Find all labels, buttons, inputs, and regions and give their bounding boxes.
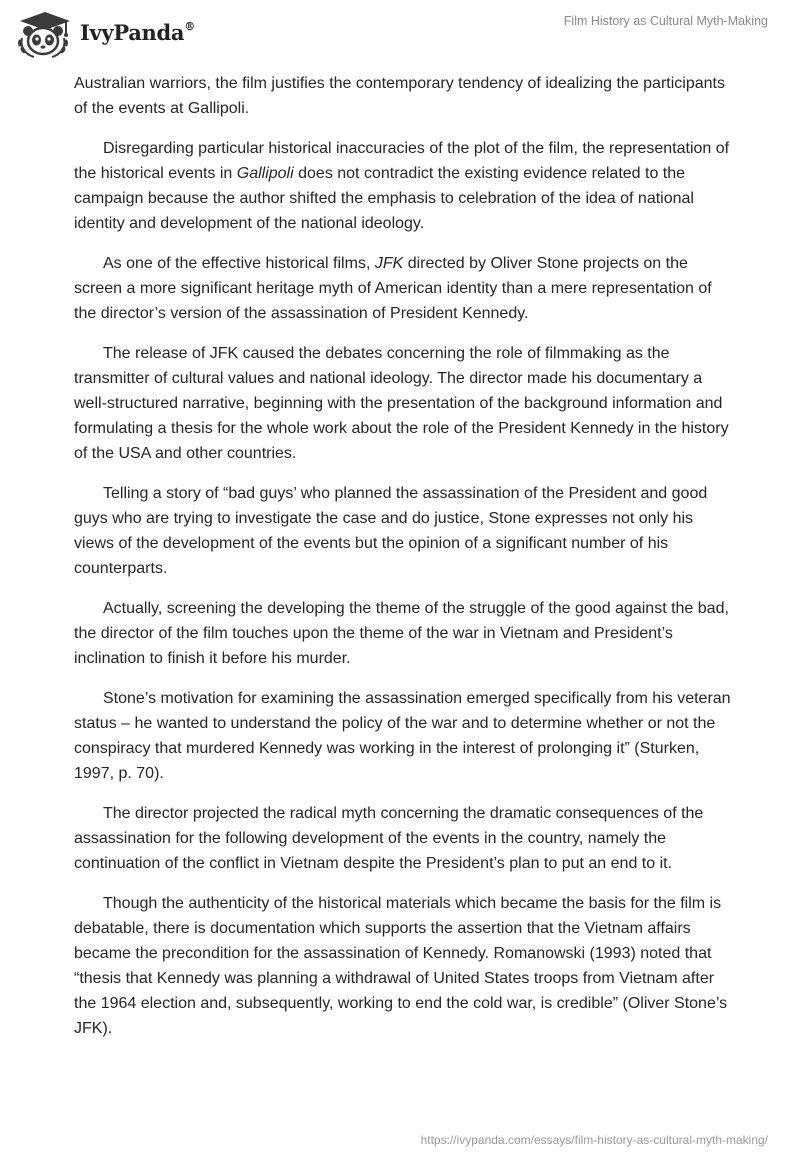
paragraph-text: Disregarding particular historical inaccuracies of the plot of the film, the representation of the historical events in xyxy=(74,140,730,182)
paragraph-text: directed by Oliver Stone projects on the screen a more significant heritage myth of American identity than a mere representation of the director’s version of the assassination of President Kennedy. xyxy=(74,255,712,322)
document-title: Film History as Cultural Myth-Making xyxy=(563,14,768,28)
paragraph xyxy=(74,251,734,326)
paragraph: The director projected the radical myth concerning the dramatic consequences of the assassination for the following development of the events in the country, namely the continuation of the conflict in Vietnam despite the President’s plan to put an end to it. xyxy=(74,805,704,872)
source-url[interactable]: https://ivypanda.com/essays/film-history-as-cultural-myth-making/ xyxy=(420,1133,768,1147)
panda-graduate-logo-icon[interactable] xyxy=(14,10,76,58)
brand-name[interactable] xyxy=(80,20,195,45)
page-header xyxy=(0,0,800,70)
brand-text: IvyPanda xyxy=(80,20,185,45)
paragraph xyxy=(74,136,734,236)
registered-mark: ® xyxy=(184,20,195,33)
film-title: JFK xyxy=(374,255,404,272)
paragraph: Australian warriors, the film justifies the contemporary tendency of idealizing the participants of the events at Gallipoli. xyxy=(74,75,725,117)
paragraph: The release of JFK caused the debates concerning the role of filmmaking as the transmitter of cultural values and national ideology. The director made his documentary a well-structured narrative, beginning with the presentation of the background information and formulating a thesis for the whole work about the role of the President Kennedy in the history of the USA and other countries. xyxy=(74,345,729,462)
paragraph-text: As one of the effective historical films, xyxy=(103,255,375,272)
paragraph-text: does not contradict the existing evidence related to the campaign because the author shifted the emphasis to celebration of the idea of national identity and development of the national ideology. xyxy=(74,165,694,232)
paragraph: Telling a story of “bad guys’ who planned the assassination of the President and good guys who are trying to investigate the case and do justice, Stone expresses not only his views of the development of the events but the opinion of a significant number of his counterparts. xyxy=(74,485,708,577)
paragraph: Actually, screening the developing the theme of the struggle of the good against the bad, the director of the film touches upon the theme of the war in Vietnam and President’s inclination to finish it before his murder. xyxy=(74,600,729,667)
film-title: Gallipoli xyxy=(236,165,294,182)
essay-body xyxy=(74,71,734,1056)
paragraph: Stone’s motivation for examining the assassination emerged specifically from his veteran status – he wanted to understand the policy of the war and to determine whether or not the conspiracy that murdered Kennedy was working in the interest of prolonging it” (Sturken, 1997, p. 70). xyxy=(74,690,731,782)
paragraph: Though the authenticity of the historical materials which became the basis for the film is debatable, there is documentation which supports the assertion that the Vietnam affairs became the precondition for the assassination of Kennedy. Romanowski (1993) noted that “thesis that Kennedy was planning a withdrawal of United States troops from Vietnam after the 1964 election and, subsequently, working to end the cold war, is credible” (Oliver Stone’s JFK). xyxy=(74,895,728,1037)
